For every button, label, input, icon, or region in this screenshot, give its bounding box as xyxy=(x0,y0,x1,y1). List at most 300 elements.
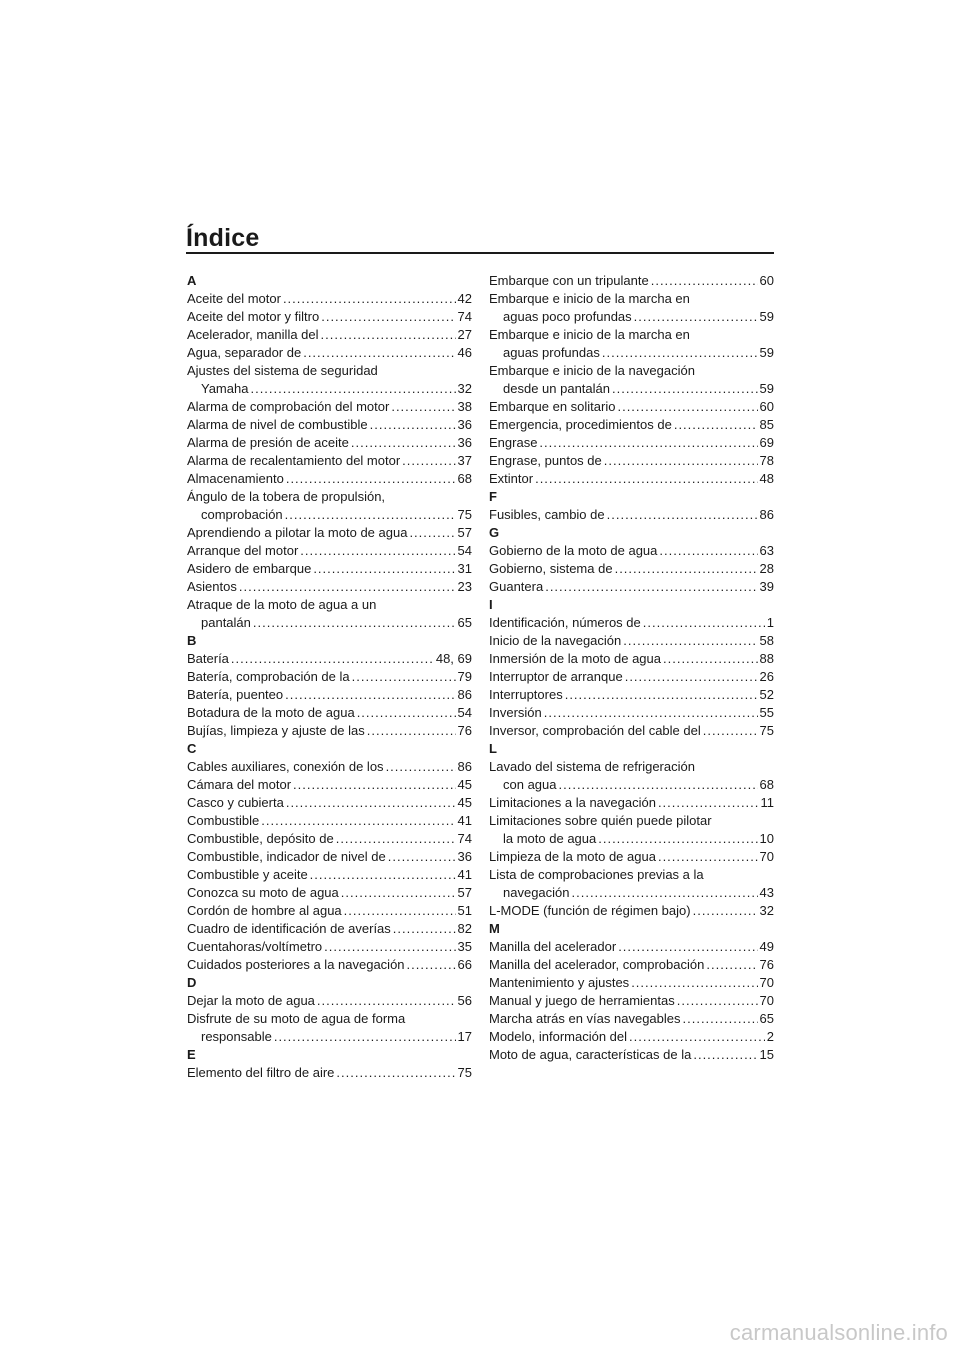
index-page-number: 52 xyxy=(759,687,774,702)
dot-leader xyxy=(351,434,456,452)
dot-leader xyxy=(293,776,455,794)
index-entry xyxy=(489,1010,774,1028)
index-entry xyxy=(187,308,472,326)
dot-leader xyxy=(370,416,456,434)
index-entry xyxy=(187,812,472,830)
index-letter-heading: C xyxy=(187,741,197,756)
dot-leader xyxy=(321,326,456,344)
index-entry xyxy=(187,398,472,416)
index-entry-text: Cordón de hombre al agua xyxy=(187,903,342,918)
index-entry xyxy=(187,488,472,524)
index-entry-text: Mantenimiento y ajustes xyxy=(489,975,630,990)
index-page-number: 76 xyxy=(759,957,774,972)
dot-leader xyxy=(535,470,757,488)
dot-leader xyxy=(703,722,758,740)
index-entry xyxy=(489,632,774,650)
index-entry xyxy=(187,758,472,776)
index-entry-text: pantalán xyxy=(201,615,251,630)
index-entry xyxy=(489,542,774,560)
index-entry-text: Conozca su moto de agua xyxy=(187,885,339,900)
index-page-number: 32 xyxy=(759,903,774,918)
index-page-number: 69 xyxy=(759,435,774,450)
dot-leader xyxy=(250,380,455,398)
index-entry-text: Atraque de la moto de agua a un xyxy=(187,597,377,612)
index-entry xyxy=(187,704,472,722)
index-entry-text: Manual y juego de herramientas xyxy=(489,993,675,1008)
index-entry-text: Agua, separador de xyxy=(187,345,302,360)
index-entry xyxy=(187,668,472,686)
dot-leader xyxy=(623,632,757,650)
index-letter-heading: A xyxy=(187,273,197,288)
index-entry-text: Ángulo de la tobera de propulsión, xyxy=(187,489,386,504)
index-entry xyxy=(187,524,472,542)
index-entry-text: la moto de agua xyxy=(503,831,597,846)
index-entry-text: Alarma de presión de aceite xyxy=(187,435,349,450)
index-entry-text: Identificación, números de xyxy=(489,615,641,630)
index-entry xyxy=(187,362,472,398)
index-page-number: 75 xyxy=(457,507,472,522)
dot-leader xyxy=(300,542,455,560)
index-entry xyxy=(489,1028,774,1046)
index-page-number: 27 xyxy=(457,327,472,342)
index-entry-text: Lavado del sistema de refrigeración xyxy=(489,759,695,774)
dot-leader xyxy=(341,884,456,902)
dot-leader xyxy=(625,668,758,686)
index-page-number: 66 xyxy=(457,957,472,972)
dot-leader xyxy=(658,794,759,812)
dot-leader xyxy=(388,848,456,866)
index-entry xyxy=(489,902,774,920)
index-entry-text: Marcha atrás en vías navegables xyxy=(489,1011,681,1026)
index-entry xyxy=(489,992,774,1010)
index-entry-text: Ajustes del sistema de seguridad xyxy=(187,363,378,378)
index-entry xyxy=(187,290,472,308)
index-entry-text: Embarque en solitario xyxy=(489,399,616,414)
dot-leader xyxy=(706,956,757,974)
index-page-number: 70 xyxy=(759,993,774,1008)
index-entry-text: Asientos xyxy=(187,579,237,594)
index-entry-text: Inmersión de la moto de agua xyxy=(489,651,661,666)
index-entry xyxy=(489,362,774,398)
index-page-number: 63 xyxy=(759,543,774,558)
dot-leader xyxy=(631,974,757,992)
index-entry-text: Alarma de comprobación del motor xyxy=(187,399,390,414)
index-entry-text: Almacenamiento xyxy=(187,471,284,486)
index-entry xyxy=(187,416,472,434)
index-entry-text: navegación xyxy=(503,885,570,900)
index-page-number: 86 xyxy=(457,687,472,702)
index-page-number: 79 xyxy=(457,669,472,684)
index-entry-text: Interruptores xyxy=(489,687,563,702)
index-entry-text: Engrase xyxy=(489,435,538,450)
dot-leader xyxy=(321,308,455,326)
index-entry xyxy=(187,596,472,632)
dot-leader xyxy=(391,398,455,416)
index-entry xyxy=(187,722,472,740)
index-entry xyxy=(187,1010,472,1046)
dot-leader xyxy=(317,992,456,1010)
index-entry xyxy=(489,938,774,956)
index-entry-text: Limpieza de la moto de agua xyxy=(489,849,656,864)
dot-leader xyxy=(409,524,455,542)
dot-leader xyxy=(674,416,758,434)
index-entry-text: Bujías, limpieza y ajuste de las xyxy=(187,723,365,738)
dot-leader xyxy=(286,794,456,812)
index-entry-text: Fusibles, cambio de xyxy=(489,507,605,522)
index-letter-heading: L xyxy=(489,741,497,756)
dot-leader xyxy=(643,614,765,632)
dot-leader xyxy=(612,380,758,398)
index-entry-text: Gobierno, sistema de xyxy=(489,561,613,576)
index-entry xyxy=(489,848,774,866)
dot-leader xyxy=(324,938,455,956)
dot-leader xyxy=(544,704,758,722)
index-page-number: 41 xyxy=(457,867,472,882)
index-page-number: 85 xyxy=(759,417,774,432)
index-entry-text: Batería, comprobación de la xyxy=(187,669,350,684)
index-entry xyxy=(187,326,472,344)
dot-leader xyxy=(617,398,757,416)
index-page-number: 39 xyxy=(759,579,774,594)
index-entry xyxy=(489,974,774,992)
index-entry-text: comprobación xyxy=(201,507,283,522)
index-entry xyxy=(489,398,774,416)
index-entry xyxy=(489,416,774,434)
index-letter-heading: B xyxy=(187,633,197,648)
index-page-number: 59 xyxy=(759,381,774,396)
index-entry-text: Lista de comprobaciones previas a la xyxy=(489,867,704,882)
dot-leader xyxy=(629,1028,765,1046)
index-page-number: 78 xyxy=(759,453,774,468)
index-page-number: 11 xyxy=(760,795,774,810)
index-entry-text: Extintor xyxy=(489,471,534,486)
index-page-number: 46 xyxy=(457,345,472,360)
dot-leader xyxy=(274,1028,456,1046)
index-page-number: 60 xyxy=(759,273,774,288)
index-entry xyxy=(187,578,472,596)
index-page-number: 65 xyxy=(457,615,472,630)
index-entry-text: Cuadro de identificación de averías xyxy=(187,921,391,936)
index-entry-text: Dejar la moto de agua xyxy=(187,993,315,1008)
index-entry-text: Combustible, indicador de nivel de xyxy=(187,849,386,864)
index-page-number: 55 xyxy=(759,705,774,720)
dot-leader xyxy=(239,578,456,596)
index-entry-text: Disfrute de su moto de agua de forma xyxy=(187,1011,406,1026)
index-letter-heading: F xyxy=(489,489,497,504)
index-page-number: 68 xyxy=(457,471,472,486)
index-entry-text: Limitaciones a la navegación xyxy=(489,795,656,810)
index-entry-text: Inversor, comprobación del cable del xyxy=(489,723,701,738)
index-entry-text: Botadura de la moto de agua xyxy=(187,705,355,720)
index-entry xyxy=(489,812,774,848)
index-entry-text: Combustible y aceite xyxy=(187,867,308,882)
index-page-number: 32 xyxy=(457,381,472,396)
index-entry xyxy=(489,614,774,632)
index-entry-text: Gobierno de la moto de agua xyxy=(489,543,658,558)
index-entry-text: Cuentahoras/voltímetro xyxy=(187,939,323,954)
index-page-number: 59 xyxy=(759,345,774,360)
index-entry-text: con agua xyxy=(503,777,557,792)
index-entry-text: Aprendiendo a pilotar la moto de agua xyxy=(187,525,408,540)
dot-leader xyxy=(663,650,758,668)
index-letter-heading: I xyxy=(489,597,493,612)
dot-leader xyxy=(310,866,456,884)
index-entry xyxy=(187,884,472,902)
index-entry xyxy=(187,830,472,848)
dot-leader xyxy=(407,956,456,974)
dot-leader xyxy=(344,902,456,920)
index-entry-text: Batería xyxy=(187,651,229,666)
index-page-number: 49 xyxy=(759,939,774,954)
index-page-number: 65 xyxy=(759,1011,774,1026)
index-entry xyxy=(489,866,774,902)
dot-leader xyxy=(286,470,456,488)
index-entry-text: Engrase, puntos de xyxy=(489,453,602,468)
index-page-number: 68 xyxy=(759,777,774,792)
dot-leader xyxy=(598,830,757,848)
index-entry xyxy=(187,560,472,578)
dot-leader xyxy=(336,830,456,848)
dot-leader xyxy=(285,506,456,524)
index-entry-text: Embarque con un tripulante xyxy=(489,273,649,288)
index-entry-text: desde un pantalán xyxy=(503,381,610,396)
index-entry-text: Aceite del motor xyxy=(187,291,281,306)
index-entry-text: Batería, puenteo xyxy=(187,687,284,702)
dot-leader xyxy=(693,1046,757,1064)
index-letter-heading: G xyxy=(489,525,500,540)
index-entry-text: Yamaha xyxy=(201,381,249,396)
dot-leader xyxy=(659,542,757,560)
index-page-number: 38 xyxy=(457,399,472,414)
index-column-left xyxy=(187,272,472,1082)
index-entry-text: responsable xyxy=(201,1029,272,1044)
index-entry-text: L-MODE (función de régimen bajo) xyxy=(489,903,691,918)
index-entry xyxy=(187,920,472,938)
index-page-number: 86 xyxy=(759,507,774,522)
dot-leader xyxy=(336,1064,455,1082)
index-entry xyxy=(187,344,472,362)
dot-leader xyxy=(283,290,456,308)
dot-leader xyxy=(303,344,455,362)
dot-leader xyxy=(658,848,758,866)
index-page-number: 45 xyxy=(457,777,472,792)
index-entry-text: Manilla del acelerador, comprobación xyxy=(489,957,705,972)
index-letter-heading: M xyxy=(489,921,500,936)
index-page-number: 59 xyxy=(759,309,774,324)
index-page-number: 70 xyxy=(759,975,774,990)
index-entry-text: aguas poco profundas xyxy=(503,309,632,324)
index-page-number: 35 xyxy=(457,939,472,954)
index-entry xyxy=(489,758,774,794)
index-page-number: 37 xyxy=(457,453,472,468)
index-entry-text: aguas profundas xyxy=(503,345,600,360)
index-page-number: 88 xyxy=(759,651,774,666)
index-page-number: 58 xyxy=(759,633,774,648)
index-page-number: 28 xyxy=(759,561,774,576)
dot-leader xyxy=(572,884,758,902)
dot-leader xyxy=(253,614,456,632)
index-entry xyxy=(187,470,472,488)
index-entry xyxy=(187,542,472,560)
dot-leader xyxy=(693,902,758,920)
index-entry-text: Cables auxiliares, conexión de los xyxy=(187,759,384,774)
dot-leader xyxy=(357,704,456,722)
index-entry xyxy=(489,686,774,704)
dot-leader xyxy=(607,506,758,524)
index-page-number: 70 xyxy=(759,849,774,864)
index-entry-text: Cámara del motor xyxy=(187,777,292,792)
index-entry xyxy=(187,956,472,974)
title-rule xyxy=(186,252,774,254)
index-entry xyxy=(489,578,774,596)
dot-leader xyxy=(261,812,455,830)
index-page-number: 23 xyxy=(457,579,472,594)
dot-leader xyxy=(352,668,456,686)
dot-leader xyxy=(402,452,455,470)
index-entry xyxy=(187,776,472,794)
index-entry xyxy=(489,326,774,362)
index-page-number: 56 xyxy=(457,993,472,1008)
index-entry xyxy=(489,722,774,740)
index-page-number: 10 xyxy=(759,831,774,846)
index-entry xyxy=(187,794,472,812)
index-page-number: 51 xyxy=(457,903,472,918)
dot-leader xyxy=(604,452,758,470)
index-page-number: 36 xyxy=(457,417,472,432)
index-entry xyxy=(489,704,774,722)
dot-leader xyxy=(565,686,758,704)
index-page-number: 36 xyxy=(457,849,472,864)
watermark: carmanualsonline.info xyxy=(729,1320,948,1345)
index-entry-text: Arranque del motor xyxy=(187,543,299,558)
dot-leader xyxy=(651,272,758,290)
index-entry-text: Moto de agua, características de la xyxy=(489,1047,692,1062)
index-entry-text: Alarma de nivel de combustible xyxy=(187,417,368,432)
index-entry xyxy=(187,1064,472,1082)
index-page-number: 43 xyxy=(759,885,774,900)
index-entry xyxy=(489,650,774,668)
index-entry-text: Guantera xyxy=(489,579,544,594)
dot-leader xyxy=(683,1010,758,1028)
dot-leader xyxy=(618,938,757,956)
index-entry xyxy=(187,434,472,452)
dot-leader xyxy=(386,758,456,776)
index-page-number: 15 xyxy=(759,1047,774,1062)
index-entry xyxy=(489,794,774,812)
index-entry-text: Embarque e inicio de la marcha en xyxy=(489,327,690,342)
index-page-number: 60 xyxy=(759,399,774,414)
index-entry xyxy=(489,452,774,470)
index-entry xyxy=(489,434,774,452)
dot-leader xyxy=(545,578,757,596)
index-page-number: 74 xyxy=(457,309,472,324)
index-page-number: 26 xyxy=(759,669,774,684)
index-entry xyxy=(187,902,472,920)
index-entry xyxy=(187,938,472,956)
index-entry-text: Asidero de embarque xyxy=(187,561,312,576)
index-page-number: 54 xyxy=(457,705,472,720)
dot-leader xyxy=(602,344,758,362)
index-entry xyxy=(489,1046,774,1064)
dot-leader xyxy=(285,686,455,704)
index-page-number: 36 xyxy=(457,435,472,450)
index-entry-text: Manilla del acelerador xyxy=(489,939,617,954)
index-page-number: 57 xyxy=(457,525,472,540)
index-page-number: 45 xyxy=(457,795,472,810)
index-page-number: 82 xyxy=(457,921,472,936)
index-entry xyxy=(489,272,774,290)
index-entry xyxy=(489,506,774,524)
index-page-number: 57 xyxy=(457,885,472,900)
index-page-number: 31 xyxy=(457,561,472,576)
index-entry xyxy=(187,866,472,884)
index-page-number: 75 xyxy=(759,723,774,738)
index-entry-text: Combustible xyxy=(187,813,260,828)
index-entry xyxy=(489,668,774,686)
index-page-number: 76 xyxy=(457,723,472,738)
index-entry-text: Inversión xyxy=(489,705,542,720)
index-page-number: 42 xyxy=(457,291,472,306)
dot-leader xyxy=(539,434,757,452)
dot-leader xyxy=(677,992,758,1010)
index-letter-heading: D xyxy=(187,975,197,990)
dot-leader xyxy=(634,308,758,326)
index-entry-text: Embarque e inicio de la marcha en xyxy=(489,291,690,306)
index-entry-text: Emergencia, procedimientos de xyxy=(489,417,672,432)
index-entry xyxy=(187,650,472,668)
index-page-number: 86 xyxy=(457,759,472,774)
index-entry-text: Inicio de la navegación xyxy=(489,633,622,648)
index-entry-text: Cuidados posteriores a la navegación xyxy=(187,957,405,972)
page-title: Índice xyxy=(186,224,260,252)
index-entry-text: Combustible, depósito de xyxy=(187,831,334,846)
index-entry-text: Elemento del filtro de aire xyxy=(187,1065,335,1080)
index-page-number: 41 xyxy=(457,813,472,828)
dot-leader xyxy=(615,560,758,578)
dot-leader xyxy=(367,722,456,740)
index-column-right xyxy=(489,272,774,1064)
dot-leader xyxy=(393,920,456,938)
index-entry-text: Embarque e inicio de la navegación xyxy=(489,363,695,378)
index-entry xyxy=(489,470,774,488)
index-entry-text: Acelerador, manilla del xyxy=(187,327,319,342)
index-entry-text: Limitaciones sobre quién puede pilotar xyxy=(489,813,712,828)
index-entry-text: Modelo, información del xyxy=(489,1029,628,1044)
index-page-number: 75 xyxy=(457,1065,472,1080)
index-page-number: 1 xyxy=(766,615,774,630)
index-entry xyxy=(187,992,472,1010)
index-entry xyxy=(489,560,774,578)
index-entry xyxy=(187,848,472,866)
index-entry-text: Interruptor de arranque xyxy=(489,669,623,684)
index-entry-text: Alarma de recalentamiento del motor xyxy=(187,453,401,468)
index-entry xyxy=(489,290,774,326)
dot-leader xyxy=(313,560,455,578)
index-entry xyxy=(489,956,774,974)
index-page-number: 48 xyxy=(759,471,774,486)
index-letter-heading: E xyxy=(187,1047,196,1062)
index-entry xyxy=(187,686,472,704)
index-entry xyxy=(187,452,472,470)
index-entry-text: Casco y cubierta xyxy=(187,795,284,810)
index-page-number: 74 xyxy=(457,831,472,846)
index-entry-text: Aceite del motor y filtro xyxy=(187,309,320,324)
dot-leader xyxy=(559,776,758,794)
index-page-number: 48, 69 xyxy=(435,651,472,666)
index-page-number: 2 xyxy=(766,1029,774,1044)
index-page-number: 54 xyxy=(457,543,472,558)
dot-leader xyxy=(231,650,434,668)
